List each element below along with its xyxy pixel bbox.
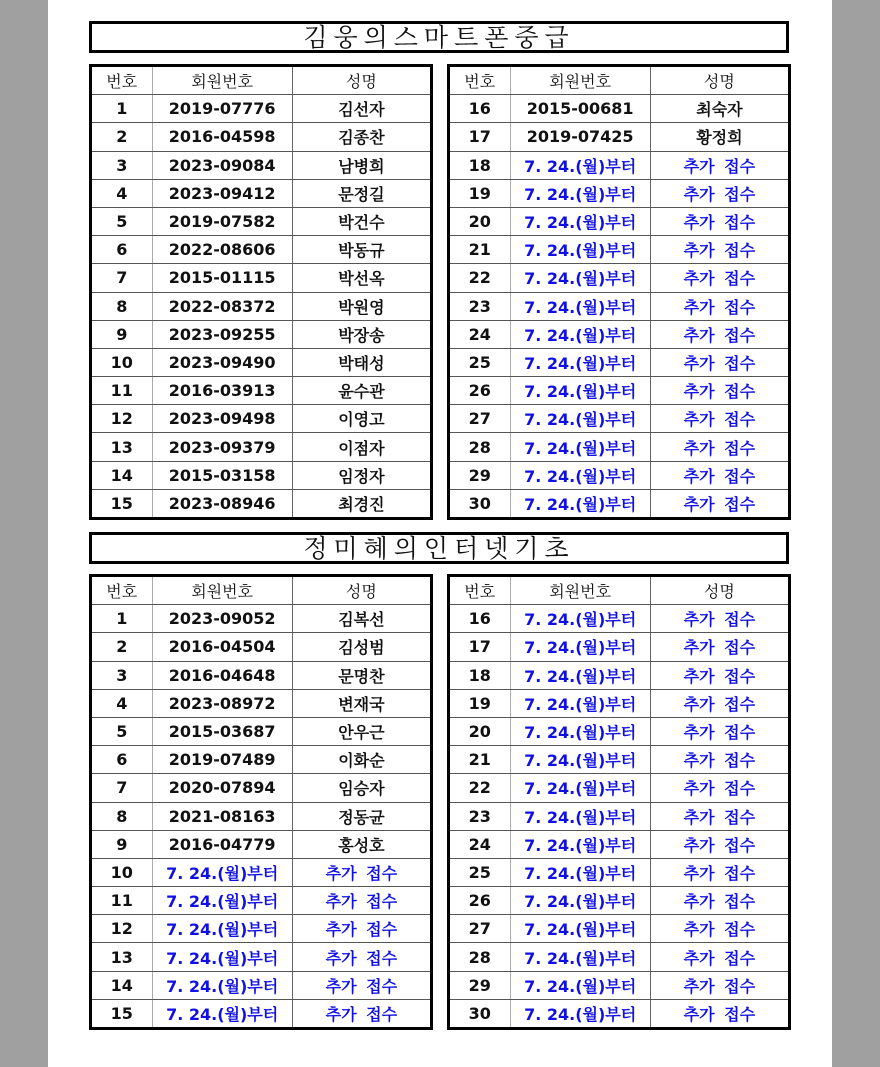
row-number: 20 xyxy=(449,207,511,235)
member-name: 추가 접수 xyxy=(650,943,789,971)
member-id: 2019-07776 xyxy=(152,95,292,123)
member-name: 추가 접수 xyxy=(650,405,789,433)
member-name: 추가 접수 xyxy=(650,433,789,461)
member-id: 7. 24.(월)부터 xyxy=(510,943,650,971)
member-id: 2023-08972 xyxy=(152,689,292,717)
row-number: 25 xyxy=(449,858,511,886)
member-id: 7. 24.(월)부터 xyxy=(510,802,650,830)
table-row xyxy=(91,633,432,661)
row-number: 20 xyxy=(449,717,511,745)
member-name: 정동균 xyxy=(292,802,431,830)
member-name: 추가 접수 xyxy=(650,179,789,207)
member-name: 안우근 xyxy=(292,717,431,745)
name-header: 성명 xyxy=(650,576,789,605)
roster-table-left xyxy=(89,64,433,520)
row-number: 23 xyxy=(449,802,511,830)
member-id: 2023-09490 xyxy=(152,348,292,376)
row-number: 22 xyxy=(449,264,511,292)
table-row xyxy=(449,433,790,461)
table-row xyxy=(91,971,432,999)
header-row xyxy=(449,576,790,605)
row-number: 8 xyxy=(91,292,153,320)
member-name: 추가 접수 xyxy=(650,264,789,292)
table-row xyxy=(449,915,790,943)
member-id: 2016-04648 xyxy=(152,661,292,689)
member-name: 박원영 xyxy=(292,292,431,320)
header-row xyxy=(449,66,790,95)
member-id: 7. 24.(월)부터 xyxy=(510,633,650,661)
table-row xyxy=(91,292,432,320)
table-row xyxy=(449,236,790,264)
row-number: 1 xyxy=(91,605,153,633)
member-id: 2019-07425 xyxy=(510,123,650,151)
table-row xyxy=(91,858,432,886)
row-number: 7 xyxy=(91,264,153,292)
member-name: 추가 접수 xyxy=(650,830,789,858)
table-row xyxy=(91,489,432,518)
section-title-smartphone: 김웅의스마트폰중급 xyxy=(89,21,789,53)
table-row xyxy=(91,830,432,858)
table-row xyxy=(91,207,432,235)
member-name: 추가 접수 xyxy=(650,661,789,689)
member-id-header: 회원번호 xyxy=(152,66,292,95)
table-row xyxy=(449,999,790,1028)
row-number: 12 xyxy=(91,405,153,433)
member-id: 2019-07582 xyxy=(152,207,292,235)
table-row xyxy=(449,802,790,830)
member-name: 추가 접수 xyxy=(650,746,789,774)
member-name: 김복선 xyxy=(292,605,431,633)
table-row xyxy=(91,689,432,717)
member-id: 7. 24.(월)부터 xyxy=(510,377,650,405)
table-row xyxy=(91,661,432,689)
table-row xyxy=(91,461,432,489)
member-id: 2023-09498 xyxy=(152,405,292,433)
table-row xyxy=(91,433,432,461)
member-id: 2015-03158 xyxy=(152,461,292,489)
member-id: 7. 24.(월)부터 xyxy=(510,746,650,774)
member-id: 2015-03687 xyxy=(152,717,292,745)
member-id-header: 회원번호 xyxy=(510,576,650,605)
member-name: 추가 접수 xyxy=(650,461,789,489)
member-name: 임승자 xyxy=(292,774,431,802)
member-name: 추가 접수 xyxy=(292,971,431,999)
member-name: 추가 접수 xyxy=(292,915,431,943)
table-row xyxy=(449,489,790,518)
member-id: 7. 24.(월)부터 xyxy=(510,971,650,999)
table-row xyxy=(91,348,432,376)
table-row xyxy=(91,179,432,207)
member-id: 2020-07894 xyxy=(152,774,292,802)
member-name: 이점자 xyxy=(292,433,431,461)
table-row xyxy=(449,151,790,179)
row-number: 3 xyxy=(91,151,153,179)
member-name: 추가 접수 xyxy=(650,887,789,915)
member-name: 추가 접수 xyxy=(650,774,789,802)
table-row xyxy=(449,123,790,151)
table-row xyxy=(449,461,790,489)
member-id-header: 회원번호 xyxy=(510,66,650,95)
member-id: 2015-00681 xyxy=(510,95,650,123)
member-id: 2023-09379 xyxy=(152,433,292,461)
member-name: 임정자 xyxy=(292,461,431,489)
no-header: 번호 xyxy=(91,66,153,95)
member-id: 2019-07489 xyxy=(152,746,292,774)
member-id: 7. 24.(월)부터 xyxy=(152,887,292,915)
table-row xyxy=(449,377,790,405)
member-id: 2023-09052 xyxy=(152,605,292,633)
table-row xyxy=(449,95,790,123)
row-number: 21 xyxy=(449,746,511,774)
table-row xyxy=(91,95,432,123)
row-number: 26 xyxy=(449,887,511,915)
no-header: 번호 xyxy=(449,576,511,605)
member-name: 추가 접수 xyxy=(683,494,756,514)
row-number: 29 xyxy=(449,461,511,489)
row-number: 7 xyxy=(91,774,153,802)
table-row xyxy=(449,405,790,433)
row-number: 19 xyxy=(449,689,511,717)
member-id: 7. 24.(월)부터 xyxy=(510,489,650,518)
table-row xyxy=(449,605,790,633)
member-name: 추가 접수 xyxy=(650,151,789,179)
row-number: 16 xyxy=(449,605,511,633)
member-name: 김성범 xyxy=(292,633,431,661)
member-name: 남병희 xyxy=(292,151,431,179)
table-row xyxy=(449,348,790,376)
row-number: 5 xyxy=(91,207,153,235)
roster-table-right xyxy=(447,64,791,520)
member-id: 7. 24.(월)부터 xyxy=(510,433,650,461)
table-row xyxy=(91,405,432,433)
roster-table-left xyxy=(89,574,433,1030)
member-name: 추가 접수 xyxy=(683,1004,756,1024)
row-number: 1 xyxy=(91,95,153,123)
member-name: 박태성 xyxy=(292,348,431,376)
member-id: 2016-04504 xyxy=(152,633,292,661)
member-id: 7. 24.(월)부터 xyxy=(510,605,650,633)
member-id: 7. 24.(월)부터 xyxy=(510,689,650,717)
member-name: 박건수 xyxy=(292,207,431,235)
member-name: 박선옥 xyxy=(292,264,431,292)
member-name: 추가 접수 xyxy=(650,858,789,886)
table-row xyxy=(449,661,790,689)
row-number: 19 xyxy=(449,179,511,207)
member-id: 2016-03913 xyxy=(152,377,292,405)
member-name: 추가 접수 xyxy=(650,633,789,661)
member-id: 7. 24.(월)부터 xyxy=(152,858,292,886)
member-name: 변재국 xyxy=(292,689,431,717)
member-name: 최경진 xyxy=(338,494,385,514)
table-row xyxy=(449,774,790,802)
member-id: 7. 24.(월)부터 xyxy=(510,887,650,915)
member-id: 7. 24.(월)부터 xyxy=(510,348,650,376)
member-name: 추가 접수 xyxy=(650,320,789,348)
row-number: 17 xyxy=(449,633,511,661)
member-id: 7. 24.(월)부터 xyxy=(510,461,650,489)
table-row xyxy=(91,264,432,292)
member-name: 추가 접수 xyxy=(650,971,789,999)
member-name: 추가 접수 xyxy=(650,689,789,717)
member-id: 7. 24.(월)부터 xyxy=(510,151,650,179)
member-id-header: 회원번호 xyxy=(152,576,292,605)
member-id: 7. 24.(월)부터 xyxy=(510,264,650,292)
row-number: 24 xyxy=(449,320,511,348)
table-row xyxy=(91,802,432,830)
member-id: 2022-08372 xyxy=(152,292,292,320)
table-row xyxy=(91,746,432,774)
member-id: 7. 24.(월)부터 xyxy=(510,830,650,858)
member-name: 추가 접수 xyxy=(650,915,789,943)
row-number: 4 xyxy=(91,179,153,207)
table-row xyxy=(91,123,432,151)
member-id: 7. 24.(월)부터 xyxy=(510,717,650,745)
row-number: 13 xyxy=(91,433,153,461)
name-header: 성명 xyxy=(650,66,789,95)
member-id: 7. 24.(월)부터 xyxy=(510,179,650,207)
row-number: 13 xyxy=(91,943,153,971)
name-header: 성명 xyxy=(292,576,431,605)
row-number: 6 xyxy=(91,746,153,774)
member-id: 2023-09412 xyxy=(152,179,292,207)
header-row xyxy=(91,66,432,95)
table-row xyxy=(91,320,432,348)
member-name: 이영고 xyxy=(292,405,431,433)
row-number: 14 xyxy=(91,971,153,999)
table-row xyxy=(449,292,790,320)
member-name: 추가 접수 xyxy=(292,887,431,915)
row-number: 9 xyxy=(91,830,153,858)
member-id: 7. 24.(월)부터 xyxy=(152,999,292,1028)
row-number: 15 xyxy=(91,489,153,518)
member-name: 김선자 xyxy=(292,95,431,123)
member-name: 추가 접수 xyxy=(650,292,789,320)
member-name: 박동규 xyxy=(292,236,431,264)
member-name: 추가 접수 xyxy=(650,207,789,235)
member-name: 추가 접수 xyxy=(292,943,431,971)
member-id: 2023-08946 xyxy=(152,489,292,518)
row-number: 9 xyxy=(91,320,153,348)
member-name: 문명찬 xyxy=(292,661,431,689)
member-name: 추가 접수 xyxy=(292,858,431,886)
member-id: 7. 24.(월)부터 xyxy=(510,405,650,433)
row-number: 3 xyxy=(91,661,153,689)
member-id: 7. 24.(월)부터 xyxy=(152,971,292,999)
row-number: 17 xyxy=(449,123,511,151)
table-row xyxy=(449,689,790,717)
row-number: 30 xyxy=(449,489,511,518)
row-number: 4 xyxy=(91,689,153,717)
table-row xyxy=(91,887,432,915)
row-number: 2 xyxy=(91,633,153,661)
member-name: 김종찬 xyxy=(292,123,431,151)
section-title-internet: 정미혜의인터넷기초 xyxy=(89,532,789,564)
table-row xyxy=(91,717,432,745)
member-id: 7. 24.(월)부터 xyxy=(510,999,650,1028)
member-name: 윤수관 xyxy=(292,377,431,405)
member-name: 황정희 xyxy=(650,123,789,151)
row-number: 10 xyxy=(91,858,153,886)
table-row xyxy=(91,377,432,405)
row-number: 2 xyxy=(91,123,153,151)
member-id: 7. 24.(월)부터 xyxy=(510,858,650,886)
row-number: 21 xyxy=(449,236,511,264)
member-id: 7. 24.(월)부터 xyxy=(510,320,650,348)
member-name: 문정길 xyxy=(292,179,431,207)
row-number: 22 xyxy=(449,774,511,802)
member-name: 추가 접수 xyxy=(650,605,789,633)
row-number: 28 xyxy=(449,433,511,461)
table-row xyxy=(91,151,432,179)
member-name: 추가 접수 xyxy=(325,1004,398,1024)
roster-table-right xyxy=(447,574,791,1030)
table-row xyxy=(91,236,432,264)
member-id: 7. 24.(월)부터 xyxy=(152,943,292,971)
member-id: 7. 24.(월)부터 xyxy=(510,236,650,264)
member-name: 추가 접수 xyxy=(650,802,789,830)
table-row xyxy=(91,605,432,633)
name-header: 성명 xyxy=(292,66,431,95)
member-id: 2023-09084 xyxy=(152,151,292,179)
member-id: 7. 24.(월)부터 xyxy=(510,915,650,943)
row-number: 18 xyxy=(449,151,511,179)
row-number: 30 xyxy=(449,999,511,1028)
table-row xyxy=(449,320,790,348)
document-page xyxy=(48,0,832,1067)
row-number: 25 xyxy=(449,348,511,376)
table-row xyxy=(449,943,790,971)
member-id: 7. 24.(월)부터 xyxy=(510,774,650,802)
row-number: 12 xyxy=(91,915,153,943)
table-row xyxy=(91,774,432,802)
row-number: 27 xyxy=(449,405,511,433)
table-row xyxy=(449,207,790,235)
table-row xyxy=(449,746,790,774)
member-id: 2015-01115 xyxy=(152,264,292,292)
table-row xyxy=(449,264,790,292)
row-number: 15 xyxy=(91,999,153,1028)
row-number: 28 xyxy=(449,943,511,971)
row-number: 18 xyxy=(449,661,511,689)
member-name: 추가 접수 xyxy=(650,377,789,405)
row-number: 11 xyxy=(91,887,153,915)
table-row xyxy=(449,971,790,999)
table-row xyxy=(91,999,432,1028)
member-name: 추가 접수 xyxy=(650,348,789,376)
member-name: 박장송 xyxy=(292,320,431,348)
table-row xyxy=(449,858,790,886)
member-id: 2023-09255 xyxy=(152,320,292,348)
row-number: 24 xyxy=(449,830,511,858)
member-name: 최숙자 xyxy=(650,95,789,123)
table-row xyxy=(449,717,790,745)
row-number: 26 xyxy=(449,377,511,405)
row-number: 8 xyxy=(91,802,153,830)
member-id: 7. 24.(월)부터 xyxy=(510,207,650,235)
member-id: 7. 24.(월)부터 xyxy=(510,661,650,689)
table-row xyxy=(449,179,790,207)
table-row xyxy=(449,830,790,858)
no-header: 번호 xyxy=(449,66,511,95)
member-id: 2016-04779 xyxy=(152,830,292,858)
row-number: 29 xyxy=(449,971,511,999)
row-number: 16 xyxy=(449,95,511,123)
member-name: 이화순 xyxy=(292,746,431,774)
member-name: 추가 접수 xyxy=(650,717,789,745)
no-header: 번호 xyxy=(91,576,153,605)
member-id: 7. 24.(월)부터 xyxy=(152,915,292,943)
member-id: 2022-08606 xyxy=(152,236,292,264)
member-id: 2021-08163 xyxy=(152,802,292,830)
row-number: 6 xyxy=(91,236,153,264)
member-name: 홍성호 xyxy=(292,830,431,858)
row-number: 23 xyxy=(449,292,511,320)
member-id: 2016-04598 xyxy=(152,123,292,151)
member-id: 7. 24.(월)부터 xyxy=(510,292,650,320)
table-row xyxy=(449,887,790,915)
row-number: 10 xyxy=(91,348,153,376)
member-name: 추가 접수 xyxy=(650,236,789,264)
table-row xyxy=(91,943,432,971)
row-number: 11 xyxy=(91,377,153,405)
row-number: 5 xyxy=(91,717,153,745)
header-row xyxy=(91,576,432,605)
table-row xyxy=(449,633,790,661)
row-number: 27 xyxy=(449,915,511,943)
row-number: 14 xyxy=(91,461,153,489)
table-row xyxy=(91,915,432,943)
